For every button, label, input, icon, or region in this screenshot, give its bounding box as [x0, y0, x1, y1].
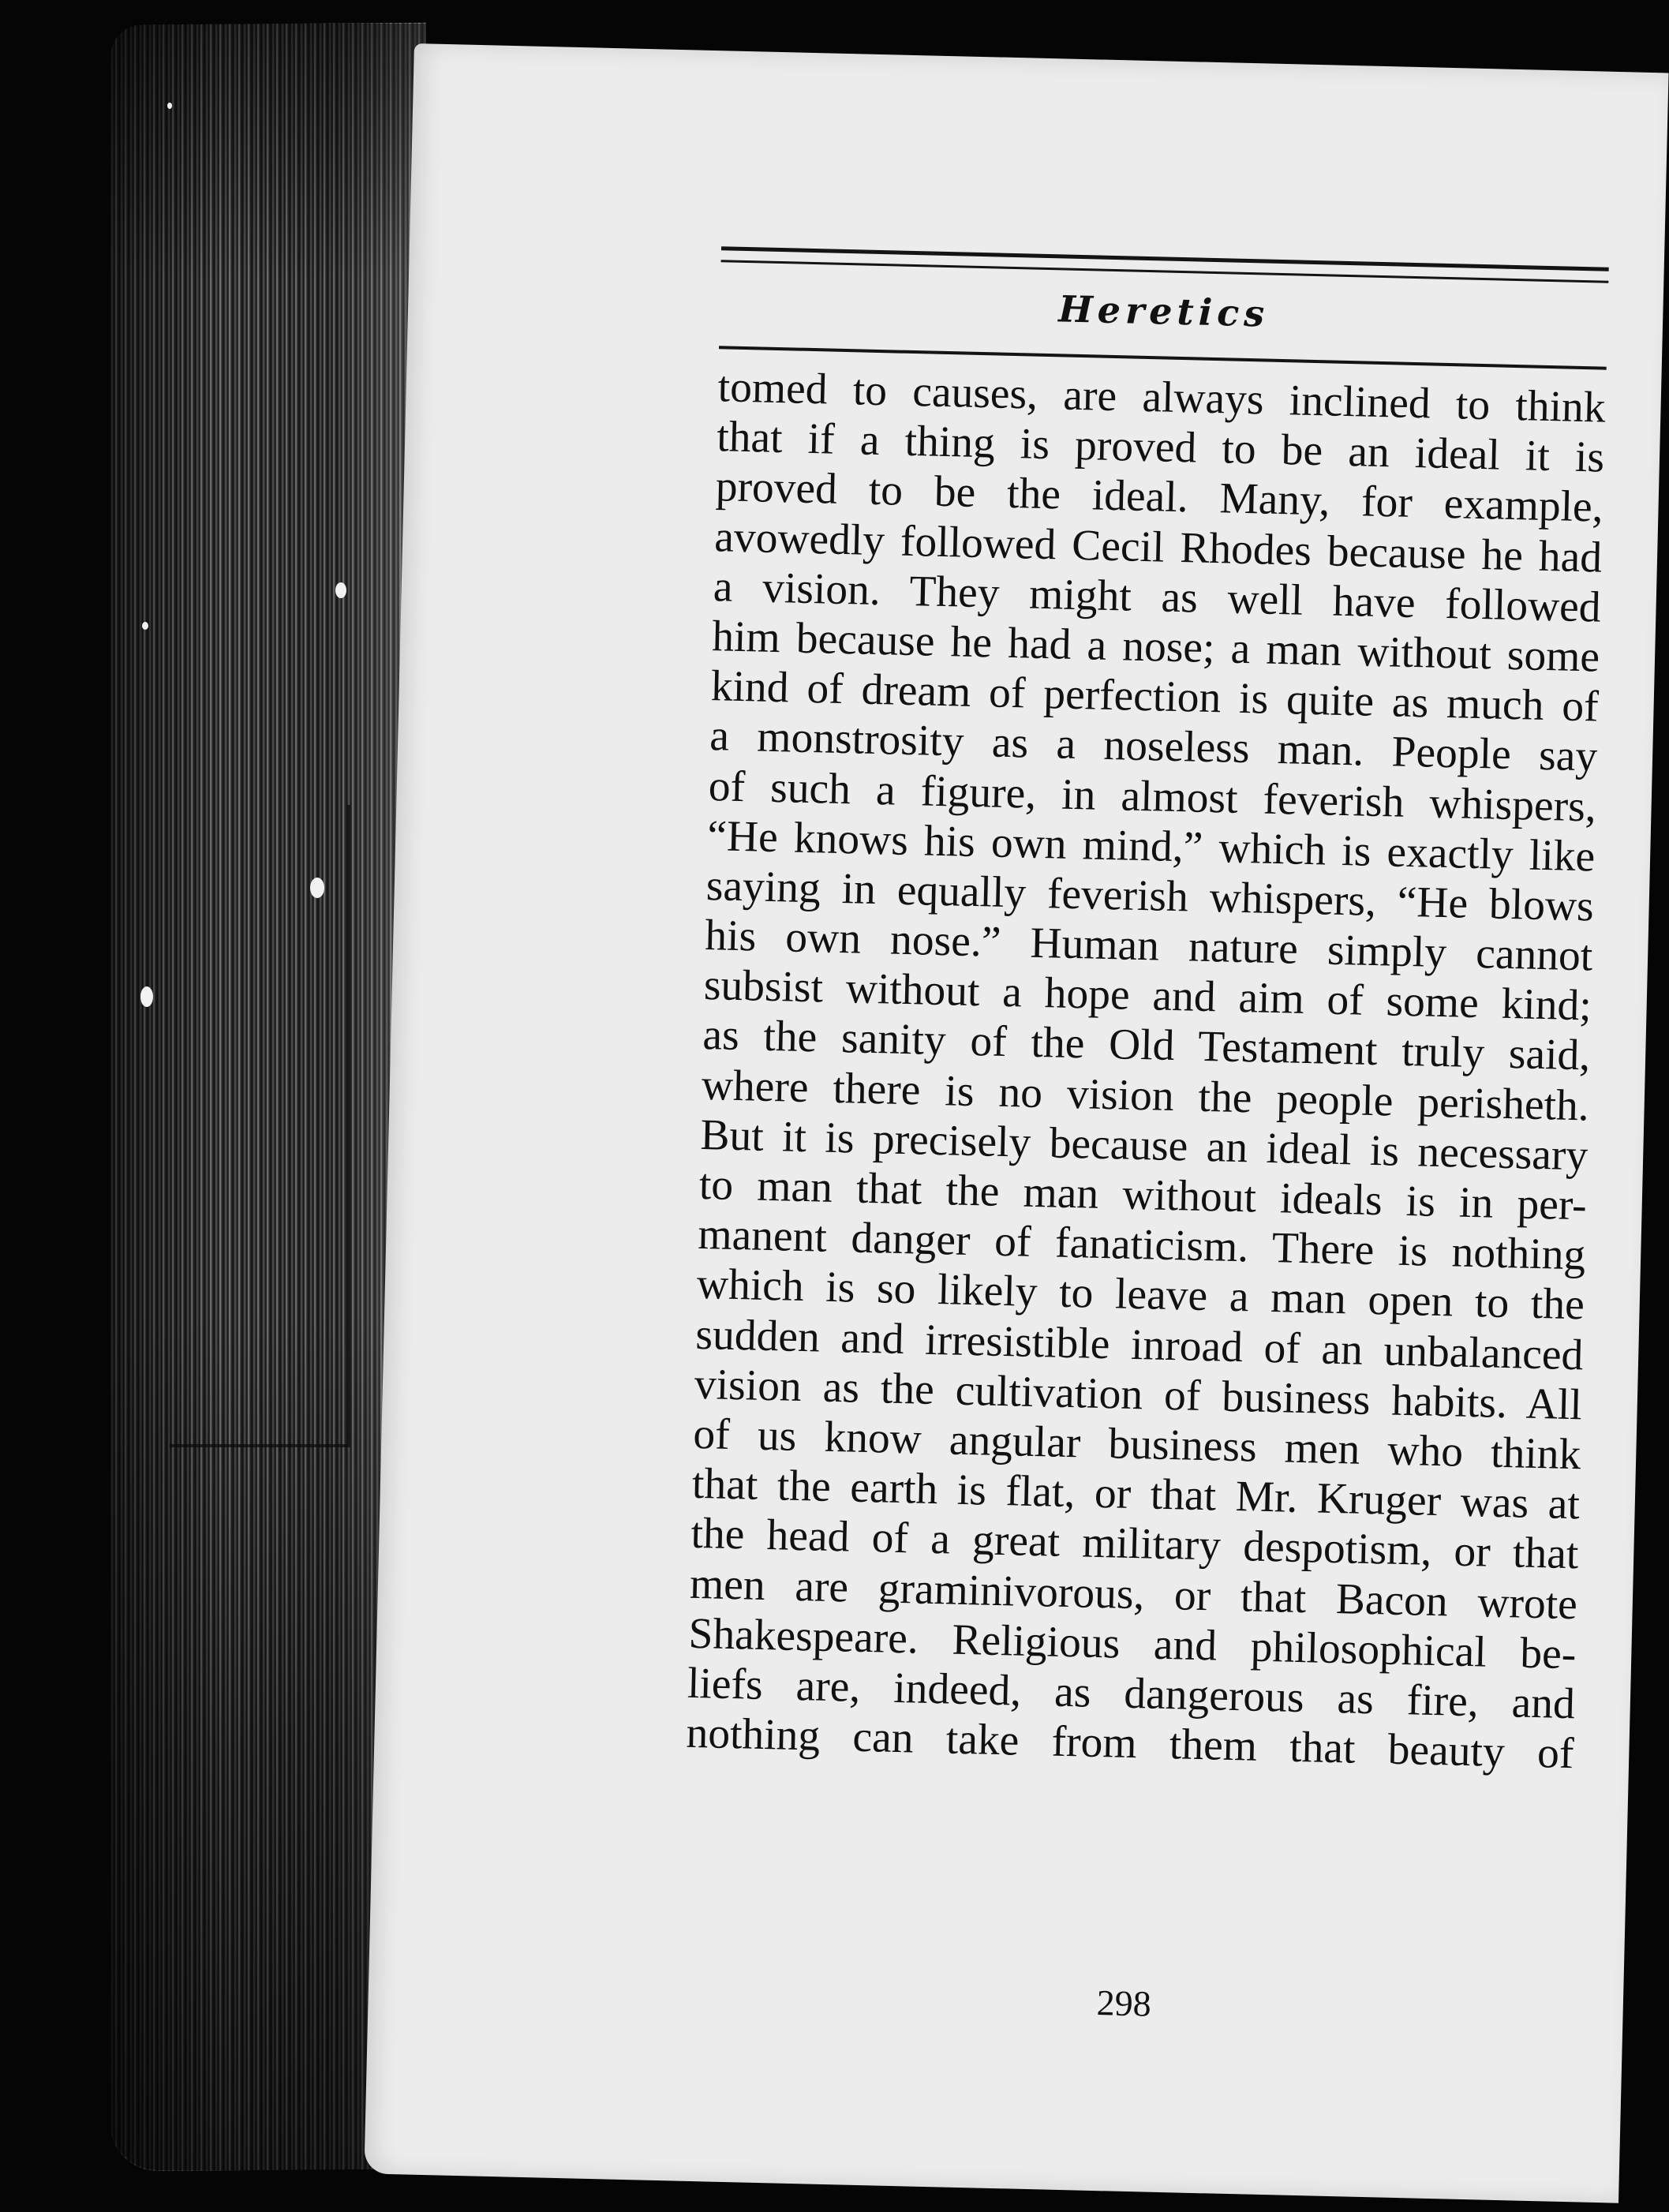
text-line: nothing can take from them that beauty of	[685, 1709, 1575, 1779]
text-line: of such a figure, in almost feverish whispers,	[708, 762, 1597, 832]
edge-stamp-mark	[170, 805, 350, 1447]
text-line: vision as the cultivation of business habits. All	[694, 1360, 1583, 1430]
text-line: him because he had a nose; a man without some	[711, 612, 1600, 682]
text-line: that the earth is flat, or that Mr. Kruger was at	[691, 1459, 1581, 1529]
text-line: a monstrosity as a noseless man. People say	[709, 712, 1598, 781]
dust-speck	[335, 582, 346, 598]
header-double-rule	[721, 246, 1609, 283]
text-line: But it is precisely because an ideal is necessary	[699, 1110, 1589, 1181]
dust-speck	[140, 986, 153, 1007]
text-line: proved to be the ideal. Many, for example,	[715, 462, 1604, 533]
running-head: Heretics	[1057, 287, 1270, 335]
text-line: the head of a great military despotism, or that	[690, 1510, 1580, 1579]
text-line: which is so likely to leave a man open to the	[696, 1260, 1585, 1330]
text-line: that if a thing is proved to be an ideal it is	[716, 413, 1605, 482]
text-line: sudden and irresistible inroad of an unbalanced	[694, 1310, 1584, 1379]
book-page	[364, 43, 1668, 2203]
text-line: as the sanity of the Old Testament truly said,	[702, 1011, 1591, 1080]
text-line: his own nose.” Human nature simply cannot	[704, 911, 1593, 981]
text-line: liefs are, indeed, as dangerous as fire, and	[687, 1659, 1576, 1729]
text-line: tomed to causes, are always inclined to think	[717, 363, 1607, 432]
text-line: kind of dream of perfection is quite as much of	[710, 662, 1600, 732]
page-number: 298	[1096, 1982, 1152, 2024]
text-line: manent danger of fanaticism. There is nothing	[697, 1211, 1586, 1280]
body-text	[686, 362, 1606, 1779]
text-line: saying in equally feverish whispers, “He blows	[705, 861, 1595, 931]
text-line: avowedly followed Cecil Rhodes because he had	[713, 512, 1603, 582]
dust-speck	[167, 103, 172, 109]
text-line: Shakespeare. Religious and philosophical be-	[687, 1609, 1577, 1679]
text-line: men are graminivorous, or that Bacon wrote	[689, 1559, 1578, 1629]
text-line: where there is no vision the people perisheth.	[701, 1061, 1590, 1131]
dust-speck	[310, 878, 324, 898]
text-line: of us know angular business men who think	[692, 1409, 1581, 1480]
text-line: to man that the man without ideals is in per-	[698, 1160, 1588, 1230]
dust-speck	[142, 622, 148, 630]
text-line: a vision. They might as well have followed	[713, 562, 1602, 632]
text-line: “He knows his own mind,” which is exactly like	[706, 811, 1596, 881]
text-line: subsist without a hope and aim of some kind;	[703, 961, 1592, 1031]
